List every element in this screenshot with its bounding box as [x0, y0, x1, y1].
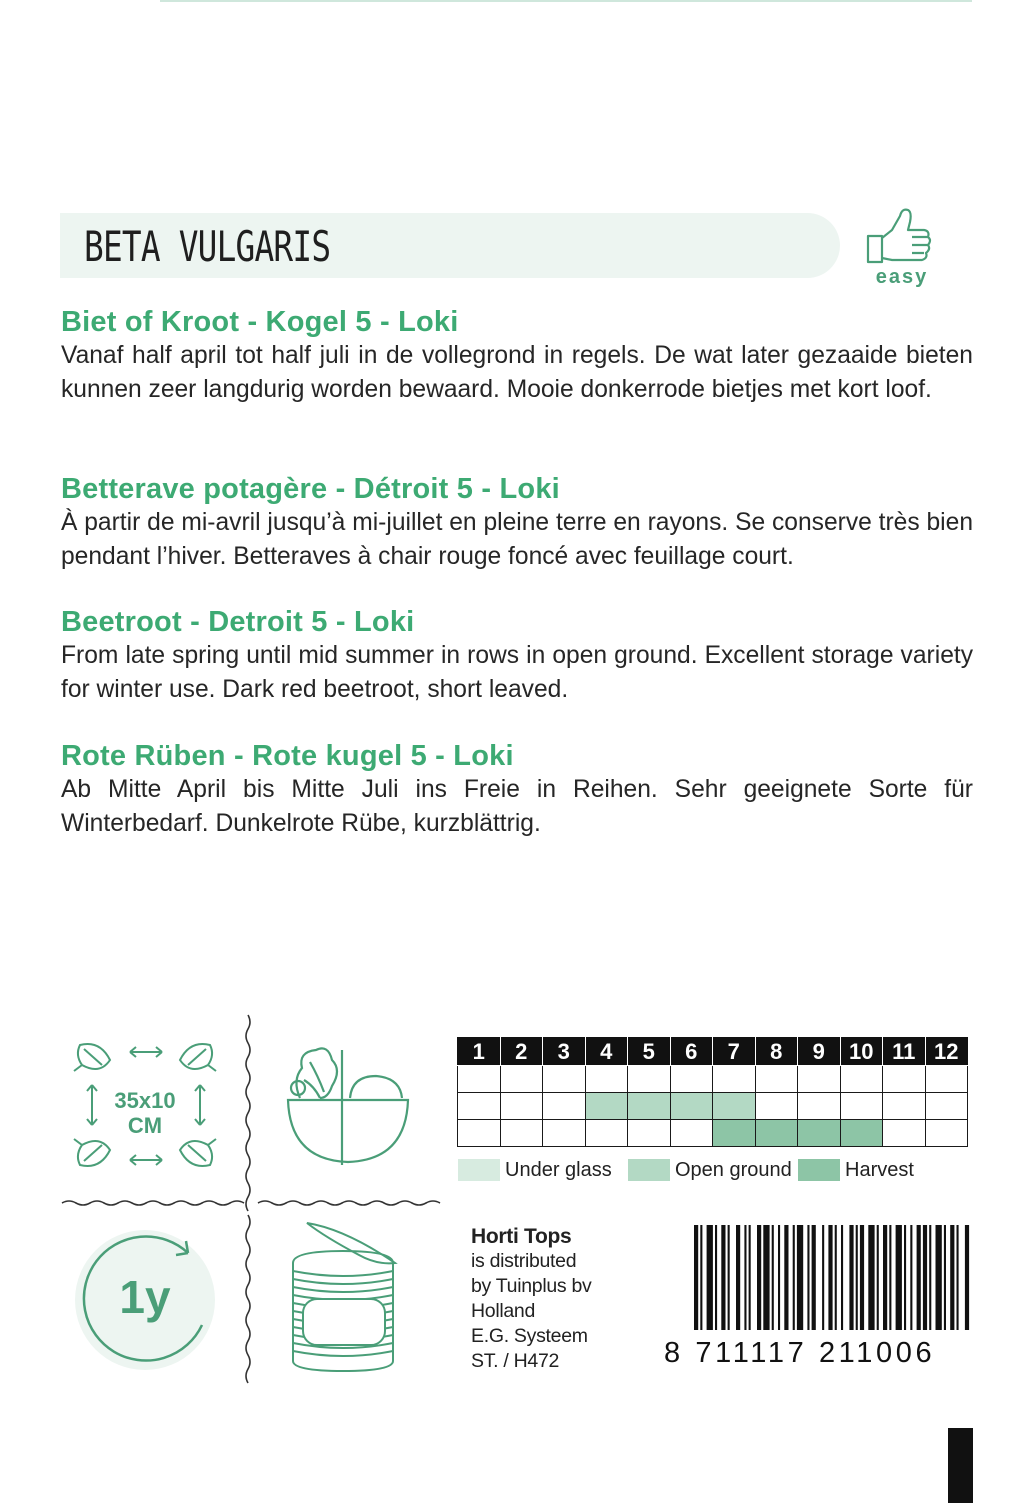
legend-swatch [458, 1159, 500, 1181]
brand-name: Horti Tops [471, 1225, 572, 1248]
month-10: 10 [840, 1038, 883, 1066]
calendar-cell [840, 1066, 883, 1093]
barcode-bar [744, 1225, 746, 1330]
barcode-bar [778, 1225, 780, 1330]
calendar-cell [755, 1093, 798, 1120]
calendar-cell [500, 1120, 543, 1147]
barcode-bar [936, 1225, 942, 1330]
barcode-number: 8 711117 211006 [664, 1337, 936, 1369]
calendar-cell [585, 1093, 628, 1120]
calendar-cell [628, 1120, 671, 1147]
distributor-line: Holland [471, 1300, 536, 1322]
legend-swatch [798, 1159, 840, 1181]
calendar-row-harvest [458, 1120, 968, 1147]
calendar-cell [458, 1093, 501, 1120]
calendar-cell [755, 1066, 798, 1093]
barcode-bar [929, 1225, 931, 1330]
barcode-bar [856, 1225, 858, 1330]
calendar-cell [670, 1120, 713, 1147]
vegetable-bowl-icon [280, 1040, 415, 1170]
month-4: 4 [585, 1038, 628, 1066]
calendar-cell [840, 1093, 883, 1120]
section-title: Betterave potagère - Détroit 5 - Loki [61, 473, 560, 505]
barcode-bar [889, 1225, 891, 1330]
barcode-bar [896, 1225, 902, 1330]
calendar-cell [543, 1093, 586, 1120]
black-edge-mark [948, 1428, 973, 1503]
barcode-bar [944, 1225, 946, 1330]
barcode-bar [812, 1225, 816, 1330]
calendar-cell [713, 1093, 756, 1120]
month-12: 12 [925, 1038, 968, 1066]
barcode-bar [868, 1225, 874, 1330]
barcode [692, 1225, 972, 1355]
calendar-cell [670, 1093, 713, 1120]
barcode-bar [904, 1225, 906, 1330]
month-8: 8 [755, 1038, 798, 1066]
barcode-bar [950, 1225, 954, 1330]
barcode-bar [707, 1225, 713, 1330]
calendar-cell [543, 1066, 586, 1093]
barcode-bar [763, 1225, 769, 1330]
barcode-bar [910, 1225, 912, 1330]
barcode-bar [923, 1225, 927, 1330]
calendar-cell [628, 1093, 671, 1120]
barcode-bar [835, 1225, 837, 1330]
calendar-cell [713, 1120, 756, 1147]
month-5: 5 [628, 1038, 671, 1066]
distributor-line: by Tuinplus bv [471, 1275, 592, 1297]
lifecycle-label: 1y [119, 1271, 171, 1323]
month-2: 2 [500, 1038, 543, 1066]
calendar-cell [925, 1093, 968, 1120]
calendar-cell [798, 1093, 841, 1120]
legend-label: Open ground [675, 1158, 792, 1181]
barcode-bar [757, 1225, 761, 1330]
legend-label: Under glass [505, 1158, 612, 1181]
month-7: 7 [713, 1038, 756, 1066]
calendar-cell [670, 1066, 713, 1093]
barcode-bar [721, 1225, 725, 1330]
calendar-cell [925, 1120, 968, 1147]
barcode-bar [715, 1225, 717, 1330]
barcode-bar [736, 1225, 740, 1330]
legend-under-glass [458, 1157, 612, 1183]
barcode-bar [883, 1225, 887, 1330]
month-11: 11 [883, 1038, 926, 1066]
distributor-line: is distributed [471, 1250, 577, 1272]
barcode-bar [841, 1225, 843, 1330]
calendar-cell [925, 1066, 968, 1093]
calendar-row-open-ground [458, 1093, 968, 1120]
distributor-info [471, 1224, 591, 1374]
barcode-bar [860, 1225, 864, 1330]
calendar-cell [883, 1093, 926, 1120]
barcode-bar [965, 1225, 969, 1330]
legend-open-ground [628, 1157, 792, 1183]
calendar-cell [500, 1066, 543, 1093]
legend-harvest [798, 1157, 914, 1183]
section-text: Ab Mitte April bis Mitte Juli ins Freie in Reihen. Sehr geeignete Sorte für Winterbedarf. Dunkelrote Rübe, kurzblättrig. [61, 776, 973, 837]
distributor-line: E.G. Systeem [471, 1325, 588, 1347]
barcode-bar [700, 1225, 702, 1330]
calendar-cell [798, 1066, 841, 1093]
section-text: Vanaf half april tot half juli in de vollegrond in regels. De wat later gezaaide bieten kunnen zeer langdurig worden bewaard. Mooie donkerrode bietjes met kort loof. [61, 342, 973, 403]
calendar-cell [713, 1066, 756, 1093]
sowing-calendar [457, 1037, 968, 1147]
barcode-bar [694, 1225, 698, 1330]
barcode-bar [828, 1225, 832, 1330]
month-3: 3 [543, 1038, 586, 1066]
legend-label: Harvest [845, 1158, 914, 1181]
section-title: Rote Rüben - Rote kugel 5 - Loki [61, 740, 514, 772]
section-title: Biet of Kroot - Kogel 5 - Loki [61, 306, 459, 338]
barcode-bar [749, 1225, 751, 1330]
calendar-cell [500, 1093, 543, 1120]
legend-swatch [628, 1159, 670, 1181]
month-9: 9 [798, 1038, 841, 1066]
barcode-bar [957, 1225, 959, 1330]
calendar-cell [883, 1120, 926, 1147]
easy-label: easy [875, 266, 929, 288]
calendar-cell [840, 1120, 883, 1147]
barcode-bar [877, 1225, 879, 1330]
calendar-row-under-glass [458, 1066, 968, 1093]
distributor-line: ST. / H472 [471, 1350, 560, 1372]
barcode-bar [807, 1225, 809, 1330]
calendar-cell [628, 1066, 671, 1093]
calendar-cell [543, 1120, 586, 1147]
barcode-bar [849, 1225, 853, 1330]
latin-name: BETA VULGARIS [84, 222, 331, 271]
barcode-bar [784, 1225, 788, 1330]
month-1: 1 [458, 1038, 501, 1066]
barcode-bar [822, 1225, 824, 1330]
section-text: À partir de mi-avril jusqu’à mi-juillet en pleine terre en rayons. Se conserve très bien pendant l’hiver. Betteraves à chair rouge foncé avec feuillage court. [61, 509, 973, 570]
calendar-cell [585, 1066, 628, 1093]
calendar-cell [883, 1066, 926, 1093]
barcode-bar [728, 1225, 730, 1330]
barcode-bar [793, 1225, 795, 1330]
section-title: Beetroot - Detroit 5 - Loki [61, 606, 415, 638]
month-header-row [458, 1038, 968, 1066]
barcode-bar [772, 1225, 774, 1330]
calendar-cell [755, 1120, 798, 1147]
calendar-cell [798, 1120, 841, 1147]
barcode-bar [797, 1225, 803, 1330]
calendar-cell [458, 1066, 501, 1093]
barcode-bar [917, 1225, 921, 1330]
tin-can-icon [285, 1215, 405, 1375]
calendar-cell [585, 1120, 628, 1147]
spacing-label: 35x10 CM [114, 1088, 176, 1138]
month-6: 6 [670, 1038, 713, 1066]
calendar-cell [458, 1120, 501, 1147]
section-text: From late spring until mid summer in rows in open ground. Excellent storage variety for winter use. Dark red beetroot, short leaved. [61, 642, 973, 703]
